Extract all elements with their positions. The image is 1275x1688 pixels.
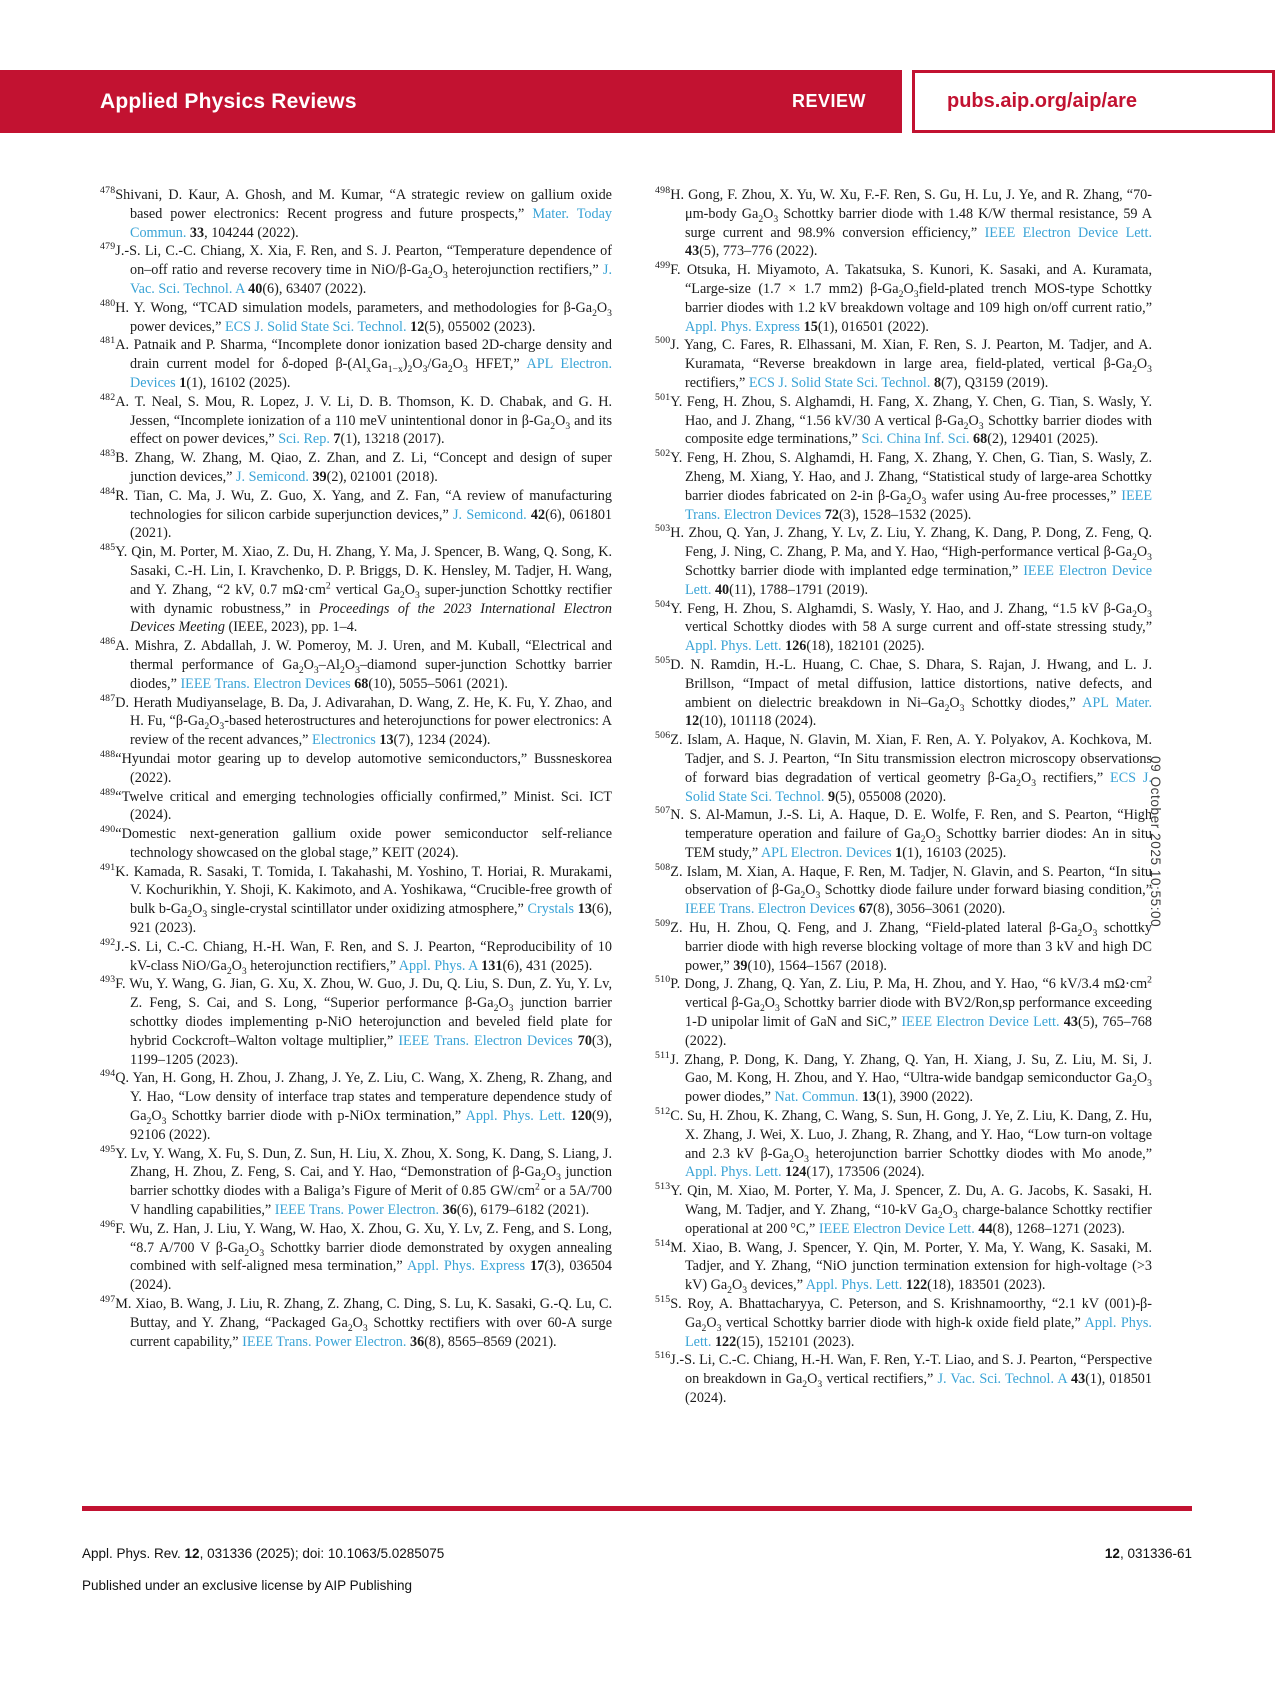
citation-journal-link[interactable]: Appl. Phys. Lett. bbox=[805, 1277, 903, 1294]
citation-journal-link[interactable]: ECS J. Solid State Sci. Technol. bbox=[748, 374, 931, 391]
reference-number: 510 bbox=[655, 974, 671, 986]
reference-number: 512 bbox=[655, 1106, 671, 1118]
citation-journal-link[interactable]: Mater. Today Commun. bbox=[130, 205, 612, 241]
reference-item: $^{492}$J.-S. Li, C.-C. Chiang, H.-H. Wan, F. Ren, and S. J. Pearton, “Reproducibility of 10 kV-class NiO/$Ga_2O_3$ heterojunction rectifiers,” Appl. Phys. A 131(6), 431 (2025). bbox=[100, 936, 612, 977]
citation-journal-link[interactable]: J. Vac. Sci. Technol. A bbox=[937, 1371, 1067, 1388]
reference-item: $^{497}$M. Xiao, B. Wang, J. Liu, R. Zhang, Z. Zhang, C. Ding, S. Lu, K. Sasaki, G.-Q. Lu, C. Buttay, and Y. Zhang, “Packaged $Ga_2O_3$ Schottky rectifiers with over 60-A surge current capability,” IEEE Trans. Power Electron. 36(8), 8565–8569 (2021). bbox=[100, 1294, 612, 1350]
reference-number: 486 bbox=[100, 636, 116, 648]
reference-item: $^{485}$Y. Qin, M. Porter, M. Xiao, Z. Du, H. Zhang, Y. Ma, J. Spencer, B. Wang, Q. Song, K. Sasaki, C.-H. Lin, I. Kravchenko, D. P. Briggs, D. K. Hensley, M. Tadjer, H. Wang, and Y. Zhang, “2 kV, 0.7 $m\Omega\cdot cm^2$ vertical $Ga_2O_3$ super-junction Schottky rectifier with dynamic robustness,” in Proceedings of the 2023 International Electron Devices Meeting (IEEE, 2023), pp. 1–4. bbox=[100, 542, 613, 636]
citation-journal-link[interactable]: Electronics bbox=[311, 732, 376, 749]
citation-journal-link[interactable]: IEEE Electron Device Lett. bbox=[685, 562, 1152, 598]
reference-number: 511 bbox=[655, 1049, 670, 1061]
citation-journal-link[interactable]: APL Electron. Devices bbox=[760, 844, 892, 861]
reference-number: 509 bbox=[655, 918, 671, 930]
reference-number: 497 bbox=[100, 1294, 116, 1306]
reference-item: $^{486}$A. Mishra, Z. Abdallah, J. W. Pomeroy, M. J. Uren, and M. Kuball, “Electrical and thermal performance of $Ga_2O_3-Al_2O_3$–diamond super-junction Schottky barrier diodes,” IEEE Trans. Electron Devices 68(10), 5055–5061 (2021). bbox=[100, 636, 612, 692]
reference-item: $^{483}$B. Zhang, W. Zhang, M. Qiao, Z. Zhan, and Z. Li, “Concept and design of super junction devices,” J. Semicond. 39(2), 021001 (2018). bbox=[100, 448, 612, 485]
citation-journal-link[interactable]: J. Vac. Sci. Technol. A bbox=[130, 262, 612, 297]
reference-item: $^{505}$D. N. Ramdin, H.-L. Huang, C. Chae, S. Dhara, S. Rajan, J. Hwang, and L. J. Brillson, “Impact of metal diffusion, lattice distortions, native defects, and ambient on dielectric breakdown in $Ni-Ga_2O_3$ Schottky diodes,” APL Mater. 12(10), 101118 (2024). bbox=[655, 654, 1152, 730]
journal-title: Applied Physics Reviews bbox=[100, 89, 357, 113]
reference-number: 478 bbox=[100, 185, 116, 196]
references-column-left bbox=[100, 186, 612, 1351]
reference-item: $^{507}$N. S. Al-Mamun, J.-S. Li, A. Haque, D. E. Wolfe, F. Ren, and S. Pearton, “High temperature operation and failure of $Ga_2O_3$ Schottky barrier diodes: An in situ TEM study,” APL Electron. Devices 1(1), 16103 (2025). bbox=[655, 805, 1153, 861]
reference-item: $^{484}$R. Tian, C. Ma, J. Wu, Z. Guo, X. Yang, and Z. Fan, “A review of manufacturing technologies for silicon carbide superjunction devices,” J. Semicond. 42(6), 061801 (2021). bbox=[100, 485, 613, 542]
citation-journal-link[interactable]: Sci. China Inf. Sci. bbox=[861, 431, 970, 448]
footer-license: Published under an exclusive license by AIP Publishing bbox=[82, 1578, 412, 1593]
reference-number: 516 bbox=[655, 1350, 671, 1362]
citation-journal-link[interactable]: IEEE Trans. Electron Devices bbox=[685, 487, 1152, 523]
reference-item: $^{509}$Z. Hu, H. Zhou, Q. Feng, and J. Zhang, “Field-plated lateral $\beta-Ga_2O_3$ schottky barrier diode with high reverse blocking voltage of more than 3 kV and high DC power,” 39(10), 1564–1567 (2018). bbox=[655, 918, 1152, 974]
citation-journal-link[interactable]: Appl. Phys. Lett. bbox=[685, 638, 782, 655]
citation-journal-link[interactable]: Sci. Rep. bbox=[278, 431, 330, 448]
reference-number: 506 bbox=[655, 730, 671, 742]
reference-number: 503 bbox=[655, 523, 671, 535]
reference-number: 487 bbox=[100, 692, 116, 704]
reference-item: $^{503}$H. Zhou, Q. Yan, J. Zhang, Y. Lv, Z. Liu, Y. Zhang, K. Dang, P. Dong, Z. Feng, Q. Feng, J. Ning, C. Zhang, P. Ma, and Y. Hao, “High-performance vertical $\beta-Ga_2O_3$ Schottky barrier diode with implanted edge termination,” IEEE Electron Device Lett. 40(11), 1788–1791 (2019). bbox=[655, 523, 1152, 598]
reference-item: $^{481}$A. Patnaik and P. Sharma, “Incomplete donor ionization based 2D-charge density and drain current model for δ-doped $\beta-(Al_xGa_{1-x})_2O_3/Ga_2O_3$ HFET,” APL Electron. Devices 1(1), 16102 (2025). bbox=[100, 335, 613, 391]
reference-number: 495 bbox=[100, 1143, 116, 1155]
citation-journal-link[interactable]: Appl. Phys. Express bbox=[685, 318, 801, 335]
reference-item: $^{508}$Z. Islam, M. Xian, A. Haque, F. Ren, M. Tadjer, N. Glavin, and S. Pearton, “In situ observation of $\beta-Ga_2O_3$ Schottky diode failure under forward biasing condition,” IEEE Trans. Electron Devices 67(8), 3056–3061 (2020). bbox=[655, 861, 1152, 918]
reference-item: $^{480}$H. Y. Wong, “TCAD simulation models, parameters, and methodologies for $\beta-Ga_2O_3$ power devices,” ECS J. Solid State Sci. Technol. 12(5), 055002 (2023). bbox=[100, 297, 612, 335]
reference-item: $^{504}$Y. Feng, H. Zhou, S. Alghamdi, S. Wasly, Y. Hao, and J. Zhang, “1.5 kV $\beta-Ga_2O_3$ vertical Schottky diodes with 58 A surge current and off-state stressing study,” Appl. Phys. Lett. 126(18), 182101 (2025). bbox=[655, 598, 1152, 655]
reference-item: $^{491}$K. Kamada, R. Sasaki, T. Tomida, I. Takahashi, M. Yoshino, T. Horiai, R. Murakami, V. Kochurikhin, Y. Shoji, K. Kakimoto, and A. Yoshikawa, “Crucible-free growth of bulk $b-Ga_2O_3$ single-crystal scintillator under oxidizing atmosphere,” Crystals 13(6), 921 (2023). bbox=[100, 861, 613, 937]
citation-journal-link[interactable]: IEEE Trans. Electron Devices bbox=[685, 901, 856, 918]
citation-journal-link[interactable]: IEEE Trans. Electron Devices bbox=[398, 1032, 573, 1049]
reference-item: $^{499}$F. Otsuka, H. Miyamoto, A. Takatsuka, S. Kunori, K. Sasaki, and A. Kuramata, “Large-size (1.7 × 1.7 mm2) $\beta-Ga_2O_3field$-plated trench MOS-type Schottky barrier diodes with 1.2 kV breakdown voltage and 109 high on/off current ratio,” Appl. Phys. Express 15(1), 016501 (2022). bbox=[655, 260, 1152, 335]
reference-number: 496 bbox=[100, 1218, 116, 1230]
citation-journal-link[interactable]: APL Electron. Devices bbox=[130, 356, 613, 391]
reference-number: 483 bbox=[100, 448, 116, 460]
reference-number: 488 bbox=[100, 748, 116, 760]
reference-item: $^{489}$“Twelve critical and emerging technologies officially confirmed,” Minist. Sci. ICT (2024). bbox=[100, 786, 612, 824]
reference-item: $^{482}$A. T. Neal, S. Mou, R. Lopez, J. V. Li, D. B. Thomson, K. D. Chabak, and G. H. Jessen, “Incomplete ionization of a 110 meV unintentional donor in $\beta-Ga_2O_3$ and its effect on power devices,” Sci. Rep. 7(1), 13218 (2017). bbox=[100, 391, 613, 448]
citation-journal-link[interactable]: IEEE Electron Device Lett. bbox=[901, 1014, 1060, 1031]
citation-journal-link[interactable]: ECS J. Solid State Sci. Technol. bbox=[224, 318, 407, 335]
journal-banner bbox=[0, 70, 902, 133]
reference-number: 493 bbox=[100, 974, 116, 986]
reference-number: 505 bbox=[655, 654, 671, 666]
reference-number: 481 bbox=[100, 335, 116, 347]
citation-journal-link[interactable]: Nat. Commun. bbox=[774, 1089, 859, 1106]
reference-item: $^{513}$Y. Qin, M. Xiao, M. Porter, Y. Ma, J. Spencer, Z. Du, A. G. Jacobs, K. Sasaki, H. Wang, M. Tadjer, and Y. Zhang, “10-kV $Ga_2O_3$ charge-balance Schottky rectifier operational at 200 °C,” IEEE Electron Device Lett. 44(8), 1268–1271 (2023). bbox=[655, 1181, 1152, 1237]
reference-number: 482 bbox=[100, 391, 116, 403]
reference-item: $^{496}$F. Wu, Z. Han, J. Liu, Y. Wang, W. Hao, X. Zhou, G. Xu, Y. Lv, Z. Feng, and S. Long, “8.7 A/700 V $\beta-Ga_2O_3$ Schottky barrier diode demonstrated by oxygen annealing combined with self-aligned mesa termination,” Appl. Phys. Express 17(3), 036504 (2024). bbox=[100, 1218, 612, 1294]
citation-journal-link[interactable]: J. Semicond. bbox=[453, 506, 527, 523]
reference-item: $^{510}$P. Dong, J. Zhang, Q. Yan, Z. Liu, P. Ma, H. Zhou, and Y. Hao, “6 kV/3.4 $m\Omega\cdot cm^2$ vertical $\beta-Ga_2O_3$ Schottky barrier diode with BV2/Ron,sp performance exceeding 1-D unipolar limit of GaN and SiC,” IEEE Electron Device Lett. 43(5), 765–768 (2022). bbox=[655, 974, 1152, 1049]
citation-journal-link[interactable]: IEEE Trans. Power Electron. bbox=[274, 1202, 440, 1219]
reference-number: 513 bbox=[655, 1181, 671, 1193]
reference-number: 490 bbox=[100, 824, 116, 836]
reference-item: $^{502}$Y. Feng, H. Zhou, S. Alghamdi, H. Fang, X. Zhang, Y. Chen, G. Tian, S. Wasly, Z. Zheng, M. Xiang, Y. Hao, and J. Zhang, “Statistical study of large-area Schottky barrier diodes fabricated on 2-in $\beta-Ga_2O_3$ wafer using Au-free processes,” IEEE Trans. Electron Devices 72(3), 1528–1532 (2025). bbox=[655, 448, 1152, 523]
reference-number: 498 bbox=[655, 185, 671, 196]
footer-citation: Appl. Phys. Rev. 12, 031336 (2025); doi: 10.1063/5.0285075 bbox=[82, 1546, 445, 1561]
citation-journal-link[interactable]: IEEE Trans. Power Electron. bbox=[242, 1333, 407, 1350]
citation-journal-link[interactable]: APL Mater. bbox=[1082, 694, 1152, 711]
reference-item: $^{487}$D. Herath Mudiyanselage, B. Da, J. Adivarahan, D. Wang, Z. He, K. Fu, Y. Zhao, and H. Fu, “$\beta-Ga_2O_3$-based heterostructures and heterojunctions for power electronics: A review of the recent advances,” Electronics 13(7), 1234 (2024). bbox=[100, 692, 612, 749]
reference-number: 494 bbox=[100, 1068, 116, 1080]
reference-number: 492 bbox=[100, 936, 116, 948]
reference-number: 502 bbox=[655, 448, 671, 460]
reference-item: $^{498}$H. Gong, F. Zhou, X. Yu, W. Xu, F.-F. Ren, S. Gu, H. Lu, J. Ye, and R. Zhang, “70-μm-body $Ga_2O_3$ Schottky barrier diode with 1.48 K/W thermal resistance, 59 A surge current and 98.9% conversion efficiency,” IEEE Electron Device Lett. 43(5), 773–776 (2022). bbox=[655, 185, 1152, 260]
reference-item: $^{516}$J.-S. Li, C.-C. Chiang, H.-H. Wan, F. Ren, Y.-T. Liao, and S. J. Pearton, “Perspective on breakdown in $Ga_2O_3$ vertical rectifiers,” J. Vac. Sci. Technol. A 43(1), 018501 (2024). bbox=[655, 1350, 1152, 1406]
citation-journal-link[interactable]: IEEE Electron Device Lett. bbox=[984, 224, 1152, 241]
footer-page-number: 12, 031336-61 bbox=[1104, 1546, 1192, 1561]
reference-number: 489 bbox=[100, 786, 116, 798]
reference-number: 507 bbox=[655, 805, 671, 817]
reference-number: 508 bbox=[655, 861, 671, 873]
citation-journal-link[interactable]: Appl. Phys. Lett. bbox=[685, 1164, 782, 1181]
citation-journal-link[interactable]: Crystals bbox=[527, 901, 575, 918]
journal-url-box bbox=[912, 70, 1275, 133]
article-type-badge: REVIEW bbox=[791, 91, 866, 111]
reference-item: $^{514}$M. Xiao, B. Wang, J. Spencer, Y. Qin, M. Porter, Y. Ma, Y. Wang, K. Sasaki, M. Tadjer, and Y. Zhang, “NiO junction termination extension for high-voltage (>3 kV) $Ga_2O_3$ devices,” Appl. Phys. Lett. 122(18), 183501 (2023). bbox=[655, 1237, 1152, 1297]
reference-item: $^{494}$Q. Yan, H. Gong, H. Zhou, J. Zhang, J. Ye, Z. Liu, C. Wang, X. Zheng, R. Zhang, and Y. Hao, “Low density of interface trap states and temperature dependence study of $Ga_2O_3$ Schottky barrier diode with p-NiOx termination,” Appl. Phys. Lett. 120(9), 92106 (2022). bbox=[100, 1068, 612, 1143]
reference-number: 499 bbox=[655, 260, 671, 272]
reference-item: $^{479}$J.-S. Li, C.-C. Chiang, X. Xia, F. Ren, and S. J. Pearton, “Temperature dependence of on–off ratio and reverse recovery time in NiO/$\beta-Ga_2O_3$ heterojunction rectifiers,” J. Vac. Sci. Technol. A 40(6), 63407 (2022). bbox=[100, 241, 612, 297]
journal-url-link[interactable]: pubs.aip.org/aip/are bbox=[947, 90, 1138, 112]
reference-number: 515 bbox=[655, 1294, 671, 1306]
download-timestamp: 09 October 2025 10:55:00 bbox=[1148, 756, 1163, 928]
reference-item: $^{495}$Y. Lv, Y. Wang, X. Fu, S. Dun, Z. Sun, H. Liu, X. Zhou, X. Song, K. Dang, S. Liang, J. Zhang, H. Zhou, Z. Feng, S. Cai, and Y. Hao, “Demonstration of $\beta-Ga_2O_3$ junction barrier schottky diodes with a Baliga’s Figure of Merit of 0.85 $GW/cm^2$ or a 5A/700 V handling capabilities,” IEEE Trans. Power Electron. 36(6), 6179–6182 (2021). bbox=[100, 1143, 612, 1219]
citation-journal-link[interactable]: Appl. Phys. A bbox=[398, 957, 478, 974]
references-column-right bbox=[655, 186, 1152, 1408]
citation-journal-link[interactable]: IEEE Trans. Electron Devices bbox=[180, 675, 351, 692]
reference-item: $^{515}$S. Roy, A. Bhattacharyya, C. Peterson, and S. Krishnamoorthy, “2.1 kV $(001)-\beta-Ga_2O_3$ vertical Schottky barrier diode with high-k oxide field plate,” Appl. Phys. Lett. 122(15), 152101 (2023). bbox=[655, 1294, 1152, 1350]
reference-number: 480 bbox=[100, 297, 116, 309]
reference-item: $^{488}$“Hyundai motor gearing up to develop automotive semiconductors,” Bussneskorea (2022). bbox=[100, 748, 612, 786]
reference-number: 479 bbox=[100, 241, 116, 253]
reference-item: $^{490}$“Domestic next-generation gallium oxide power semiconductor self-reliance technology showcased on the global stage,” KEIT (2024). bbox=[100, 824, 612, 861]
reference-number: 514 bbox=[655, 1237, 671, 1249]
reference-number: 500 bbox=[655, 335, 671, 347]
footer-rule bbox=[82, 1506, 1192, 1511]
reference-number: 501 bbox=[655, 391, 671, 403]
reference-item: $^{501}$Y. Feng, H. Zhou, S. Alghamdi, H. Fang, X. Zhang, Y. Chen, G. Tian, S. Wasly, Y. Hao, and J. Zhang, “1.56 kV/30 A vertical $\beta-Ga_2O_3$ Schottky barrier diodes with composite edge terminations,” Sci. China Inf. Sci. 68(2), 129401 (2025). bbox=[655, 391, 1152, 448]
citation-journal-link[interactable]: Appl. Phys. Express bbox=[406, 1258, 526, 1275]
citation-journal-link[interactable]: IEEE Electron Device Lett. bbox=[818, 1220, 975, 1237]
citation-journal-link[interactable]: Appl. Phys. Lett. bbox=[465, 1108, 566, 1125]
reference-number: 484 bbox=[100, 485, 116, 497]
reference-item: $^{512}$C. Su, H. Zhou, K. Zhang, C. Wang, S. Sun, H. Gong, J. Ye, Z. Liu, K. Dang, Z. Hu, X. Zhang, J. Wei, X. Luo, J. Zhang, R. Zhang, and Y. Hao, “Low turn-on voltage and 2.3 kV $\beta-Ga_2O_3$ heterojunction barrier Schottky diodes with Mo anode,” Appl. Phys. Lett. 124(17), 173506 (2024). bbox=[655, 1106, 1152, 1181]
reference-item: $^{500}$J. Yang, C. Fares, R. Elhassani, M. Xian, F. Ren, S. J. Pearton, M. Tadjer, and A. Kuramata, “Reverse breakdown in large area, field-plated, vertical $\beta-Ga_2O_3$ rectifiers,” ECS J. Solid State Sci. Technol. 8(7), Q3159 (2019). bbox=[655, 335, 1152, 391]
reference-item: $^{493}$F. Wu, Y. Wang, G. Jian, G. Xu, X. Zhou, W. Guo, J. Du, Q. Liu, S. Dun, Z. Yu, Y. Lv, Z. Feng, S. Cai, and S. Long, “Superior performance $\beta-Ga_2O_3$ junction barrier schottky diodes implementing p-NiO heterojunction and beveled field plate for hybrid Cockcroft–Walton voltage multiplier,” IEEE Trans. Electron Devices 70(3), 1199–1205 (2023). bbox=[100, 974, 613, 1068]
reference-item: $^{478}$Shivani, D. Kaur, A. Ghosh, and M. Kumar, “A strategic review on gallium oxide based power electronics: Recent progress and future prospects,” Mater. Today Commun. 33, 104244 (2022). bbox=[100, 185, 612, 241]
reference-item: $^{506}$Z. Islam, A. Haque, N. Glavin, M. Xian, F. Ren, A. Y. Polyakov, A. Kochkova, M. Tadjer, and S. J. Pearton, “In Situ transmission electron microscopy observations of forward bias degradation of vertical geometry $\beta-Ga_2O_3$ rectifiers,” ECS J. Solid State Sci. Technol. 9(5), 055008 (2020). bbox=[655, 730, 1152, 805]
reference-number: 485 bbox=[100, 542, 116, 554]
citation-journal-link[interactable]: Appl. Phys. Lett. bbox=[685, 1314, 1152, 1350]
citation-journal-link[interactable]: ECS J. Solid State Sci. Technol. bbox=[685, 769, 1152, 805]
citation-journal-link[interactable]: J. Semicond. bbox=[235, 468, 309, 485]
reference-number: 504 bbox=[655, 598, 671, 610]
reference-number: 491 bbox=[100, 861, 116, 873]
reference-item: $^{511}$J. Zhang, P. Dong, K. Dang, Y. Zhang, Q. Yan, H. Xiang, J. Su, Z. Liu, M. Si, J. Gao, M. Kong, H. Zhou, and Y. Hao, “Ultra-wide bandgap semiconductor $Ga_2O_3$ power diodes,” Nat. Commun. 13(1), 3900 (2022). bbox=[655, 1049, 1152, 1106]
